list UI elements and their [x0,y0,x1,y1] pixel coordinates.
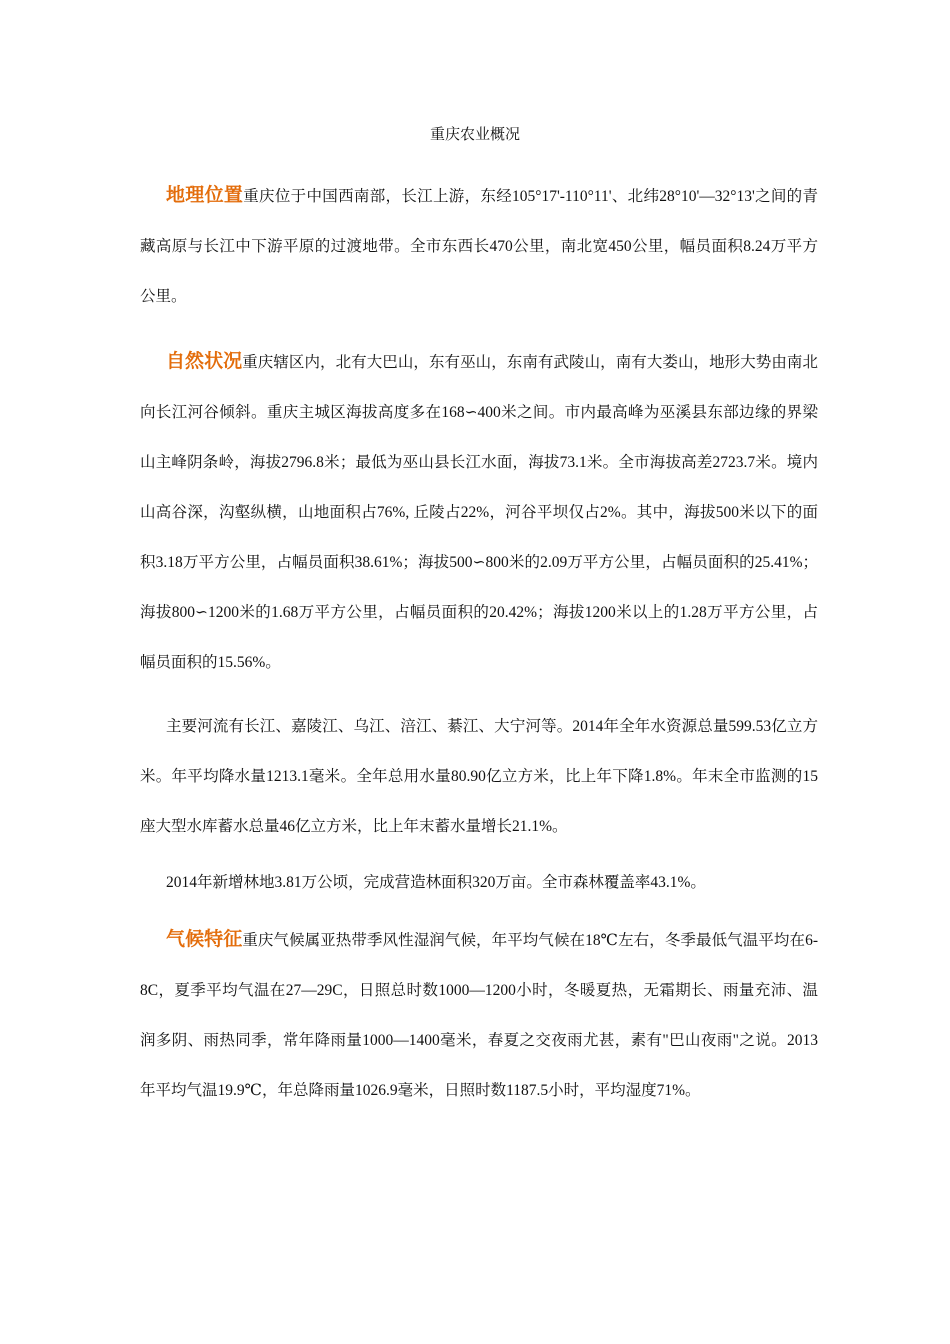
text-climate: 重庆气候属亚热带季风性湿润气候，年平均气候在18℃左右，冬季最低气温平均在6-8C，夏季平均气温在27—29C，日照总时数1000—1200小时，冬暖夏热，无霜期长、雨量充沛、温润多阴、雨热同季，常年降雨量1000—1400毫米，春夏之交夜雨尤甚，素有"巴山夜雨"之说。2013年平均气温19.9℃，年总降雨量1026.9毫米，日照时数1187.5小时，平均湿度71%。 [140,932,818,1099]
heading-nature: 自然状况 [166,350,243,372]
text-nature: 重庆辖区内，北有大巴山，东有巫山，东南有武陵山，南有大娄山，地形大势由南北向长江河谷倾斜。重庆主城区海拔高度多在168∽400米之间。市内最高峰为巫溪县东部边缘的界梁山主峰阴条岭，海拔2796.8米；最低为巫山县长江水面，海拔73.1米。全市海拔高差2723.7米。境内山高谷深，沟壑纵横，山地面积占76%, 丘陵占22%，河谷平坝仅占2%。其中，海拔500米以下的面积3.18万平方公里，占幅员面积38.61%；海拔500∽800米的2.09万平方公里，占幅员面积的25.41%；海拔800∽1200米的1.68万平方公里，占幅员面积的20.42%；海拔1200米以上的1.28万平方公里，占幅员面积的15.56%。 [140,354,818,671]
paragraph-climate [140,914,818,1116]
paragraph-nature [140,336,818,688]
document-body [140,170,818,1116]
text-geo: 重庆位于中国西南部，长江上游，东经105°17'-110°11'、北纬28°10'—32°13'之间的青藏高原与长江中下游平原的过渡地带。全市东西长470公里，南北宽450公里，幅员面积8.24万平方公里。 [140,188,818,305]
page-title: 重庆农业概况 [429,125,520,143]
heading-climate: 气候特征 [166,928,243,950]
heading-geo: 地理位置 [166,184,244,206]
paragraph-rivers: 主要河流有长江、嘉陵江、乌江、涪江、綦江、大宁河等。2014年全年水资源总量599.53亿立方米。年平均降水量1213.1毫米。全年总用水量80.90亿立方米，比上年下降1.8%。年末全市监测的15座大型水库蓄水总量46亿立方米，比上年末蓄水量增长21.1%。 [140,718,818,835]
paragraph-forest: 2014年新增林地3.81万公顷，完成营造林面积320万亩。全市森林覆盖率43.1%。 [166,874,706,891]
paragraph-geo [140,170,818,322]
